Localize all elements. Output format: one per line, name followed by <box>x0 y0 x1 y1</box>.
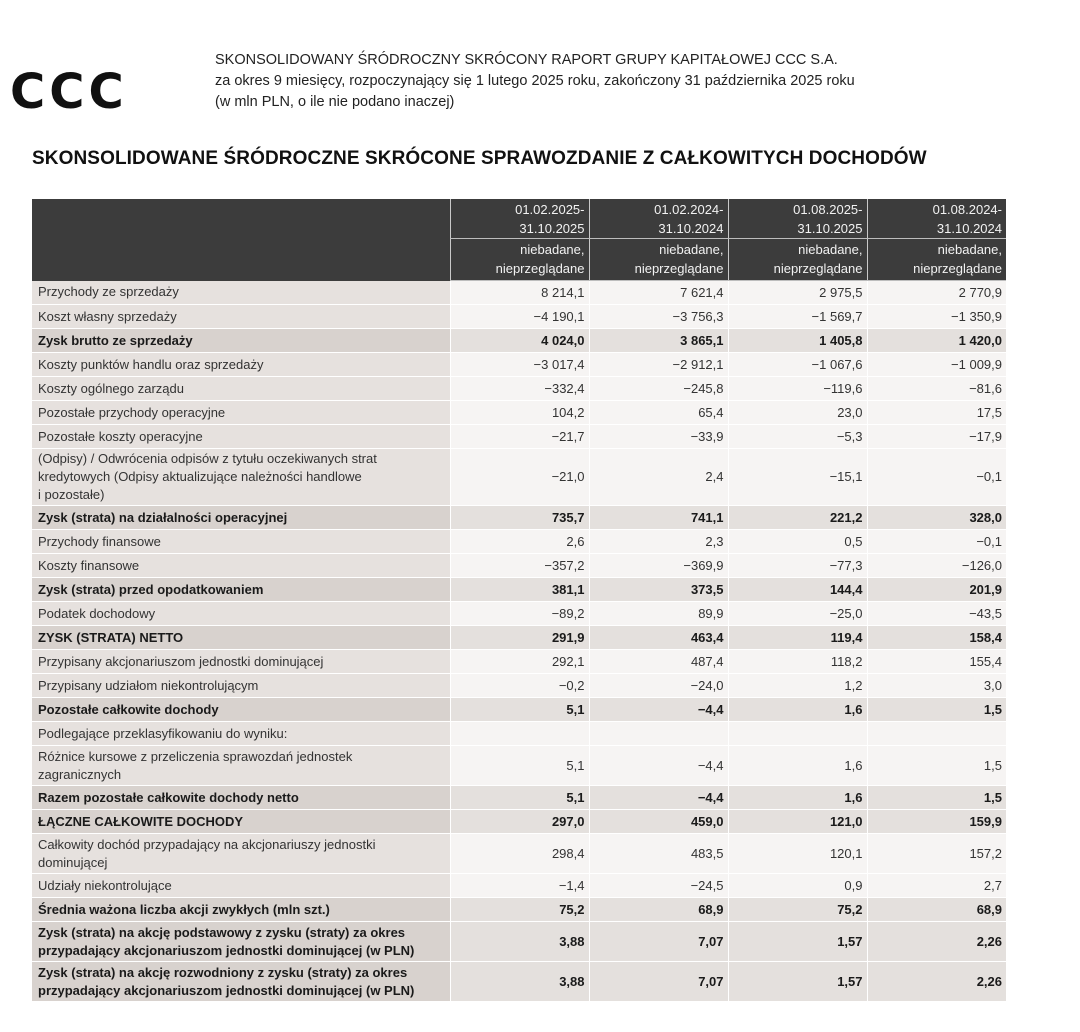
cell-value: −119,6 <box>728 377 867 401</box>
cell-value: 65,4 <box>589 401 728 425</box>
cell-value: 221,2 <box>728 506 867 530</box>
row-label: Podlegające przeklasyfikowaniu do wyniku: <box>32 722 450 746</box>
cell-value: 89,9 <box>589 602 728 626</box>
table-row <box>32 602 1006 626</box>
column-header-status: niebadane, nieprzeglądane <box>450 239 589 281</box>
table-row <box>32 874 1006 898</box>
report-title: SKONSOLIDOWANY ŚRÓDROCZNY SKRÓCONY RAPORT GRUPY KAPITAŁOWEJ CCC S.A. <box>215 52 838 68</box>
table-row <box>32 554 1006 578</box>
cell-value: −33,9 <box>589 425 728 449</box>
cell-value: 3,88 <box>450 962 589 1002</box>
cell-value: 75,2 <box>728 898 867 922</box>
table-row <box>32 722 1006 746</box>
cell-value: −81,6 <box>867 377 1006 401</box>
row-label: Przychody finansowe <box>32 530 450 554</box>
row-label: Koszt własny sprzedaży <box>32 305 450 329</box>
cell-value: 5,1 <box>450 698 589 722</box>
cell-value: 373,5 <box>589 578 728 602</box>
row-label: ZYSK (STRATA) NETTO <box>32 626 450 650</box>
cell-value: 291,9 <box>450 626 589 650</box>
company-logo: CCC <box>10 64 128 120</box>
cell-value: 292,1 <box>450 650 589 674</box>
row-label: Koszty punktów handlu oraz sprzedaży <box>32 353 450 377</box>
cell-value: −4 190,1 <box>450 305 589 329</box>
cell-value: 17,5 <box>867 401 1006 425</box>
row-label: Przypisany udziałom niekontrolującym <box>32 674 450 698</box>
row-label: Koszty finansowe <box>32 554 450 578</box>
cell-value: 1,5 <box>867 698 1006 722</box>
cell-value: 1,2 <box>728 674 867 698</box>
row-label: Pozostałe całkowite dochody <box>32 698 450 722</box>
cell-value: −43,5 <box>867 602 1006 626</box>
cell-value: −0,1 <box>867 530 1006 554</box>
cell-value: 741,1 <box>589 506 728 530</box>
cell-value: 1,57 <box>728 962 867 1002</box>
cell-value: 735,7 <box>450 506 589 530</box>
table-row-subtotal <box>32 578 1006 602</box>
cell-value: 463,4 <box>589 626 728 650</box>
cell-value: −4,4 <box>589 786 728 810</box>
column-header-period: 01.02.2025- 31.10.2025 <box>450 199 589 239</box>
cell-value: −24,0 <box>589 674 728 698</box>
cell-value: 2,26 <box>867 922 1006 962</box>
row-label: Przypisany akcjonariuszom jednostki dominującej <box>32 650 450 674</box>
column-header-period: 01.08.2024- 31.10.2024 <box>867 199 1006 239</box>
cell-value: 1,6 <box>728 698 867 722</box>
cell-value: −0,1 <box>867 449 1006 506</box>
cell-empty <box>867 722 1006 746</box>
table-row-subtotal <box>32 329 1006 353</box>
cell-value: −5,3 <box>728 425 867 449</box>
cell-value: −89,2 <box>450 602 589 626</box>
cell-value: 0,9 <box>728 874 867 898</box>
cell-value: 483,5 <box>589 834 728 874</box>
row-label: Podatek dochodowy <box>32 602 450 626</box>
table-row <box>32 530 1006 554</box>
row-label: Zysk (strata) na akcję rozwodniony z zysku (straty) za okres przypadający akcjonariuszom jednostki dominującej (w PLN) <box>32 962 450 1002</box>
cell-value: −357,2 <box>450 554 589 578</box>
row-label: (Odpisy) / Odwrócenia odpisów z tytułu oczekiwanych strat kredytowych (Odpisy aktualizujące należności handlowe i pozostałe) <box>32 449 450 506</box>
cell-value: −1 009,9 <box>867 353 1006 377</box>
cell-value: 1,6 <box>728 746 867 786</box>
cell-value: −332,4 <box>450 377 589 401</box>
table-row <box>32 449 1006 506</box>
cell-value: 68,9 <box>589 898 728 922</box>
cell-value: 1,6 <box>728 786 867 810</box>
column-header-status: niebadane, nieprzeglądane <box>728 239 867 281</box>
table-row <box>32 650 1006 674</box>
cell-value: 298,4 <box>450 834 589 874</box>
cell-value: −3 756,3 <box>589 305 728 329</box>
cell-value: 144,4 <box>728 578 867 602</box>
table-row <box>32 377 1006 401</box>
row-label: Koszty ogólnego zarządu <box>32 377 450 401</box>
cell-value: 157,2 <box>867 834 1006 874</box>
row-label: ŁĄCZNE CAŁKOWITE DOCHODY <box>32 810 450 834</box>
row-label: Zysk (strata) na działalności operacyjnej <box>32 506 450 530</box>
table-header <box>32 199 1006 281</box>
cell-value: −15,1 <box>728 449 867 506</box>
cell-value: −245,8 <box>589 377 728 401</box>
cell-value: 2,3 <box>589 530 728 554</box>
section-title: SKONSOLIDOWANE ŚRÓDROCZNE SKRÓCONE SPRAWOZDANIE Z CAŁKOWITYCH DOCHODÓW <box>32 148 927 169</box>
cell-value: 381,1 <box>450 578 589 602</box>
table-row <box>32 281 1006 305</box>
cell-value: −25,0 <box>728 602 867 626</box>
table-row <box>32 674 1006 698</box>
cell-value: 0,5 <box>728 530 867 554</box>
cell-value: 158,4 <box>867 626 1006 650</box>
cell-value: −24,5 <box>589 874 728 898</box>
cell-value: 297,0 <box>450 810 589 834</box>
cell-value: −77,3 <box>728 554 867 578</box>
row-label: Zysk (strata) przed opodatkowaniem <box>32 578 450 602</box>
table-row-subtotal <box>32 626 1006 650</box>
cell-value: −1 569,7 <box>728 305 867 329</box>
cell-value: 8 214,1 <box>450 281 589 305</box>
table-row <box>32 834 1006 874</box>
row-label: Razem pozostałe całkowite dochody netto <box>32 786 450 810</box>
cell-value: 4 024,0 <box>450 329 589 353</box>
cell-value: 7,07 <box>589 962 728 1002</box>
cell-value: −1,4 <box>450 874 589 898</box>
cell-value: 1,5 <box>867 746 1006 786</box>
row-label: Zysk brutto ze sprzedaży <box>32 329 450 353</box>
table-row <box>32 401 1006 425</box>
table-row <box>32 746 1006 786</box>
cell-value: 7 621,4 <box>589 281 728 305</box>
cell-value: 118,2 <box>728 650 867 674</box>
cell-value: 159,9 <box>867 810 1006 834</box>
cell-value: 2 770,9 <box>867 281 1006 305</box>
row-label: Udziały niekontrolujące <box>32 874 450 898</box>
cell-value: 2 975,5 <box>728 281 867 305</box>
cell-value: −0,2 <box>450 674 589 698</box>
row-label: Całkowity dochód przypadający na akcjonariuszy jednostki dominującej <box>32 834 450 874</box>
row-label: Zysk (strata) na akcję podstawowy z zysku (straty) za okres przypadający akcjonariuszom jednostki dominującej (w PLN) <box>32 922 450 962</box>
cell-value: 5,1 <box>450 786 589 810</box>
cell-empty <box>450 722 589 746</box>
cell-value: 487,4 <box>589 650 728 674</box>
table-row-subtotal <box>32 698 1006 722</box>
cell-value: 2,4 <box>589 449 728 506</box>
cell-value: 121,0 <box>728 810 867 834</box>
cell-value: −21,0 <box>450 449 589 506</box>
row-label: Średnia ważona liczba akcji zwykłych (mln szt.) <box>32 898 450 922</box>
cell-value: 2,7 <box>867 874 1006 898</box>
cell-value: −21,7 <box>450 425 589 449</box>
column-header-period: 01.02.2024- 31.10.2024 <box>589 199 728 239</box>
column-header-status: niebadane, nieprzeglądane <box>867 239 1006 281</box>
cell-value: −126,0 <box>867 554 1006 578</box>
table-row <box>32 353 1006 377</box>
row-label: Różnice kursowe z przeliczenia sprawozdań jednostek zagranicznych <box>32 746 450 786</box>
cell-value: 155,4 <box>867 650 1006 674</box>
cell-value: −1 350,9 <box>867 305 1006 329</box>
cell-empty <box>728 722 867 746</box>
cell-value: 3 865,1 <box>589 329 728 353</box>
cell-value: 7,07 <box>589 922 728 962</box>
table-row-subtotal <box>32 898 1006 922</box>
table-row-subtotal <box>32 922 1006 962</box>
cell-value: 3,88 <box>450 922 589 962</box>
cell-value: 2,26 <box>867 962 1006 1002</box>
cell-value: 328,0 <box>867 506 1006 530</box>
cell-value: −1 067,6 <box>728 353 867 377</box>
report-header <box>215 50 855 113</box>
table-row <box>32 305 1006 329</box>
cell-value: 120,1 <box>728 834 867 874</box>
table-body <box>32 281 1006 1002</box>
table-row-subtotal <box>32 506 1006 530</box>
cell-value: 23,0 <box>728 401 867 425</box>
cell-value: 201,9 <box>867 578 1006 602</box>
row-label: Pozostałe przychody operacyjne <box>32 401 450 425</box>
cell-value: 1,57 <box>728 922 867 962</box>
table-row-subtotal <box>32 962 1006 1002</box>
cell-value: −4,4 <box>589 746 728 786</box>
row-label: Przychody ze sprzedaży <box>32 281 450 305</box>
cell-value: 1 405,8 <box>728 329 867 353</box>
table-row <box>32 425 1006 449</box>
cell-value: −2 912,1 <box>589 353 728 377</box>
table-row-subtotal <box>32 810 1006 834</box>
column-header-status: niebadane, nieprzeglądane <box>589 239 728 281</box>
cell-value: −4,4 <box>589 698 728 722</box>
table-row-subtotal <box>32 786 1006 810</box>
cell-value: 119,4 <box>728 626 867 650</box>
header-blank <box>32 199 450 281</box>
income-statement-table <box>32 199 1006 1002</box>
cell-value: 459,0 <box>589 810 728 834</box>
cell-value: 68,9 <box>867 898 1006 922</box>
cell-empty <box>589 722 728 746</box>
cell-value: −3 017,4 <box>450 353 589 377</box>
cell-value: −369,9 <box>589 554 728 578</box>
row-label: Pozostałe koszty operacyjne <box>32 425 450 449</box>
cell-value: 2,6 <box>450 530 589 554</box>
cell-value: −17,9 <box>867 425 1006 449</box>
cell-value: 75,2 <box>450 898 589 922</box>
cell-value: 3,0 <box>867 674 1006 698</box>
cell-value: 5,1 <box>450 746 589 786</box>
column-header-period: 01.08.2025- 31.10.2025 <box>728 199 867 239</box>
report-period: za okres 9 miesięcy, rozpoczynający się 1 lutego 2025 roku, zakończony 31 października 2025 roku <box>215 73 855 89</box>
report-units: (w mln PLN, o ile nie podano inaczej) <box>215 94 455 110</box>
cell-value: 1,5 <box>867 786 1006 810</box>
cell-value: 104,2 <box>450 401 589 425</box>
cell-value: 1 420,0 <box>867 329 1006 353</box>
